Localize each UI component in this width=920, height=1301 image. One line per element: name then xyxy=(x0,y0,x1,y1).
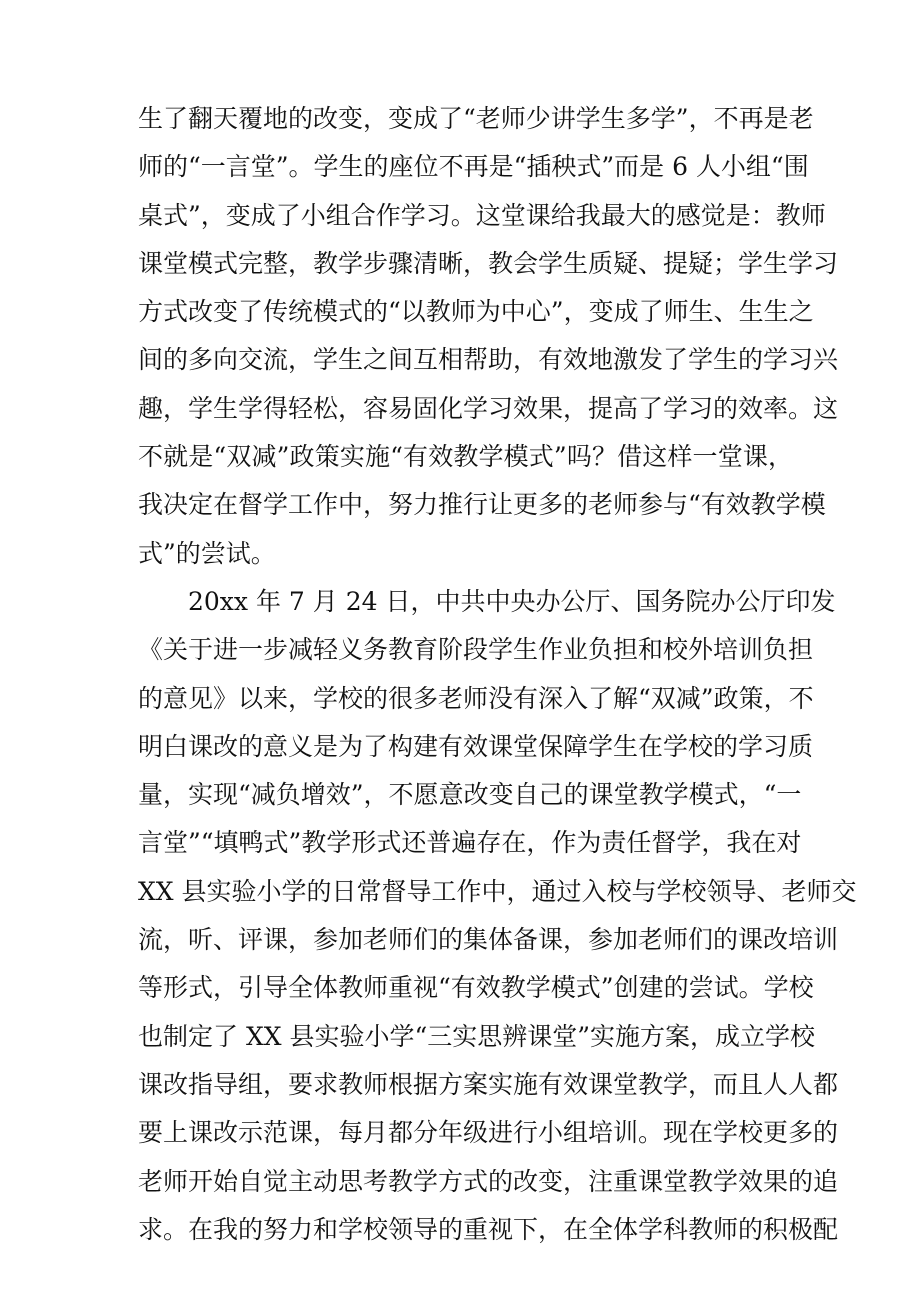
paragraph-line: 间的多向交流，学生之间互相帮助，有效地激发了学生的学习兴 xyxy=(138,345,839,375)
paragraph-line: 趣，学生学得轻松，容易固化学习效果，提高了学习的效率。这 xyxy=(138,393,839,423)
document-body xyxy=(138,95,857,1254)
paragraph-line: 求。在我的努力和学校领导的重视下，在全体学科教师的积极配 xyxy=(138,1214,839,1244)
paragraph-line: 要上课改示范课，每月都分年级进行小组培训。现在学校更多的 xyxy=(138,1118,839,1148)
paragraph-line: 师的“一言堂”。学生的座位不再是“插秧式”而是 6 人小组“围 xyxy=(138,152,809,182)
paragraph-line: 老师开始自觉主动思考教学方式的改变，注重课堂教学效果的追 xyxy=(138,1166,839,1196)
paragraph-line: XX 县实验小学的日常督导工作中，通过入校与学校领导、老师交 xyxy=(138,876,857,906)
paragraph-1 xyxy=(138,95,839,578)
paragraph-line: 桌式”，变成了小组合作学习。这堂课给我最大的感觉是：教师 xyxy=(138,200,826,230)
paragraph-line: 《关于进一步减轻义务教育阶段学生作业负担和校外培训负担 xyxy=(138,635,814,665)
paragraph-line: 课堂模式完整，教学步骤清晰，教会学生质疑、提疑；学生学习 xyxy=(138,248,839,278)
paragraph-line: 也制定了 XX 县实验小学“三实思辨课堂”实施方案，成立学校 xyxy=(138,1021,816,1051)
paragraph-line: 量，实现“减负增效”，不愿意改变自己的课堂教学模式，“一 xyxy=(138,780,802,810)
paragraph-line: 的意见》以来，学校的很多老师没有深入了解“双减”政策，不 xyxy=(138,683,814,713)
paragraph-line: 明白课改的意义是为了构建有效课堂保障学生在学校的学习质 xyxy=(138,731,814,761)
paragraph-2 xyxy=(138,578,857,1254)
paragraph-line: 等形式，引导全体教师重视“有效教学模式”创建的尝试。学校 xyxy=(138,973,814,1003)
paragraph-line: 20xx 年 7 月 24 日，中共中央办公厅、国务院办公厅印发 xyxy=(188,586,836,616)
paragraph-line: 式”的尝试。 xyxy=(138,538,276,568)
paragraph-line: 我决定在督学工作中，努力推行让更多的老师参与“有效教学模 xyxy=(138,490,826,520)
paragraph-line: 生了翻天覆地的改变，变成了“老师少讲学生多学”，不再是老 xyxy=(138,104,814,133)
paragraph-line: 方式改变了传统模式的“以教师为中心”，变成了师生、生生之 xyxy=(138,297,814,327)
paragraph-line: 言堂”“填鸭式”教学形式还普遍存在，作为责任督学，我在对 xyxy=(138,828,802,858)
paragraph-line: 不就是“双减”政策实施“有效教学模式”吗？借这样一堂课， xyxy=(138,442,793,472)
paragraph-line: 课改指导组，要求教师根据方案实施有效课堂教学，而且人人都 xyxy=(138,1069,839,1099)
paragraph-line: 流，听、评课，参加老师们的集体备课，参加老师们的课改培训 xyxy=(138,925,839,955)
